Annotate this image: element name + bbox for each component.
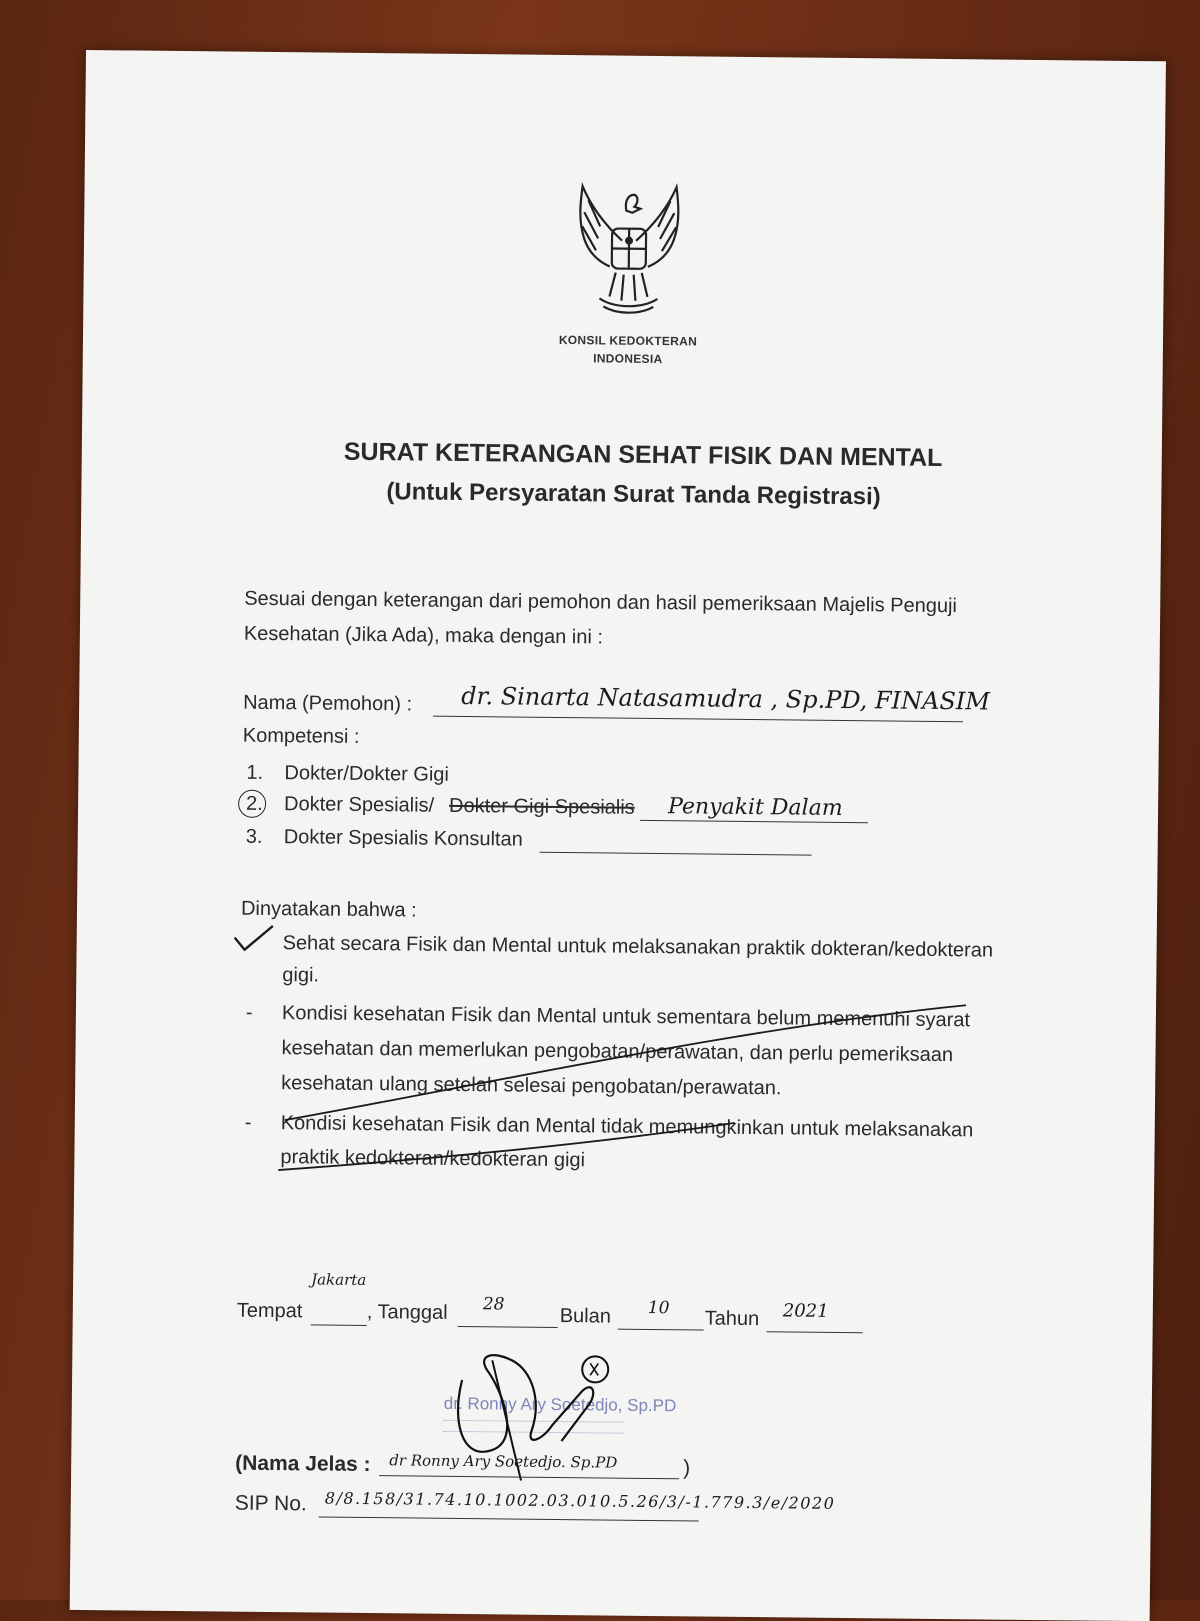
date-value: 28 [483,1294,505,1314]
month-value: 10 [648,1298,670,1318]
place-underline [311,1324,367,1326]
clear-name-label: (Nama Jelas : [235,1452,371,1477]
statement-1-line-1: Sehat secara Fisik dan Mental untuk melaksanakan praktik dokteran/kedokteran [283,932,994,962]
year-underline [767,1331,863,1333]
place-value: Jakarta [311,1270,366,1289]
place-label: Tempat [237,1300,303,1324]
statement-label: Dinyatakan bahwa : [241,898,417,923]
org-name-line2: INDONESIA [558,351,698,366]
competence-item-3-underline [540,852,812,856]
applicant-label: Nama (Pemohon) : [243,692,412,717]
competence-item-1-number: 1. [246,762,263,785]
statement-2-bullet: - [246,1002,253,1025]
year-label: Tahun [705,1308,760,1332]
date-label: , Tanggal [367,1301,448,1325]
stamp-name: dr. Ronny Ary Soetedjo, Sp.PD [444,1394,677,1416]
competence-item-1-text: Dokter/Dokter Gigi [284,762,449,787]
statement-2-line-1: Kondisi kesehatan Fisik dan Mental untuk sementara belum memenuhi syarat [282,1002,970,1032]
document-subtitle: (Untuk Persyaratan Surat Tanda Registrasi) [386,478,881,511]
competence-item-2-value: Penyakit Dalam [668,794,843,821]
sip-value: 8/8.158/31.74.10.1002.03.010.5.26/3/-1.779.3/e/2020 [325,1489,836,1513]
competence-item-2-struck: Dokter Gigi Spesialis [449,795,635,820]
competence-item-2-number: 2. [246,793,263,816]
check-mark-icon [233,924,277,954]
date-underline [458,1326,558,1328]
sip-underline [319,1517,699,1522]
document-title: SURAT KETERANGAN SEHAT FISIK DAN MENTAL [344,438,943,473]
clear-name-value: dr Ronny Ary Soetedjo. Sp.PD [389,1451,617,1471]
month-label: Bulan [560,1305,611,1329]
statement-3-line-2: praktik kedokteran/kedokteran gigi [280,1146,585,1172]
statement-3-bullet: - [245,1112,252,1135]
org-name-line1: KONSIL KEDOKTERAN [558,333,698,348]
document-paper [70,50,1166,1621]
competence-item-2-text: Dokter Spesialis/ [284,793,434,818]
statement-2-line-2: kesehatan dan memerlukan pengobatan/perawatan, dan perlu pemeriksaan [281,1037,953,1067]
month-underline [618,1329,704,1331]
year-value: 2021 [783,1300,829,1321]
intro-line-2: Kesehatan (Jika Ada), maka dengan ini : [244,623,603,650]
clear-name-close: ) [683,1456,690,1480]
competence-label: Kompetensi : [243,725,360,749]
strikeout-lines [264,992,986,1190]
statement-1-line-2: gigi. [282,964,319,987]
garuda-emblem-icon [569,180,688,321]
competence-item-3-text: Dokter Spesialis Konsultan [284,826,523,852]
competence-item-3-number: 3. [246,826,263,849]
sip-label: SIP No. [235,1492,307,1517]
statement-3-line-1: Kondisi kesehatan Fisik dan Mental tidak memungkinkan untuk melaksanakan [281,1112,974,1142]
intro-line-1: Sesuai dengan keterangan dari pemohon dan hasil pemeriksaan Majelis Penguji [244,588,957,618]
statement-2-line-3: kesehatan ulang setelah selesai pengobatan/perawatan. [281,1072,782,1100]
applicant-name: dr. Sinarta Natasamudra , Sp.PD, FINASIM [461,682,990,716]
applicant-underline [433,716,963,723]
